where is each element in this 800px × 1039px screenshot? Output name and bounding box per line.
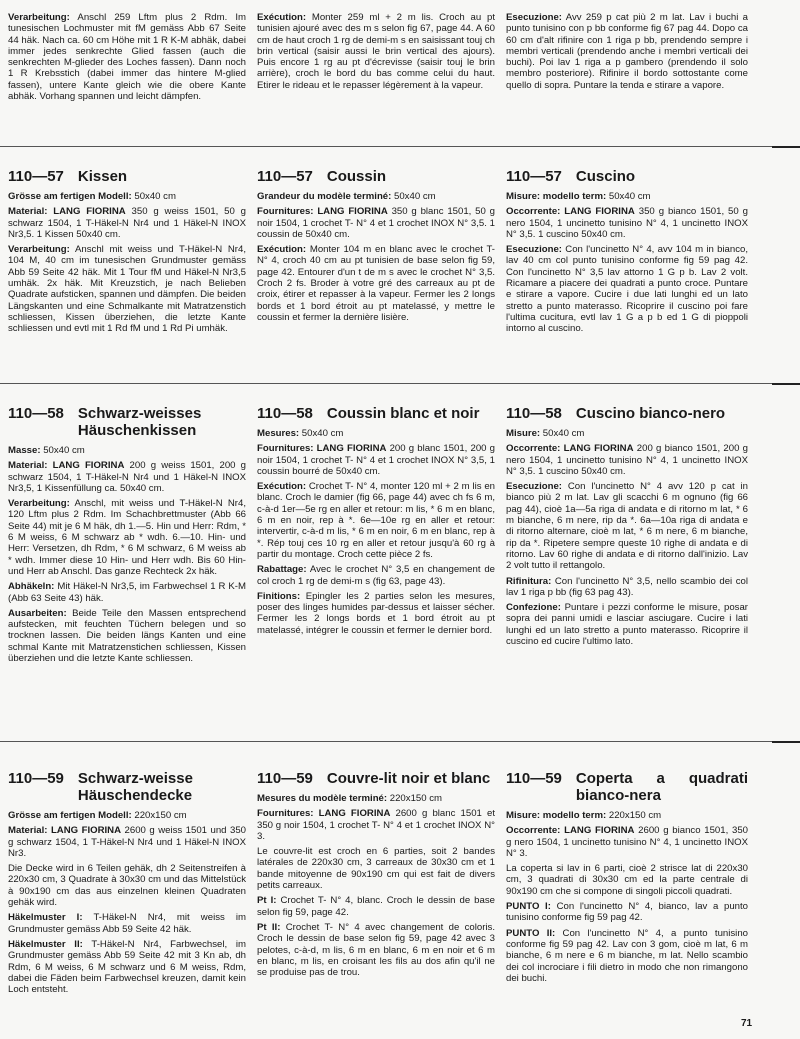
material-label: Material: LANG FIORINA xyxy=(8,825,122,837)
instructions-label: Exécution: xyxy=(257,244,307,256)
section-110-59 xyxy=(0,770,800,1020)
section-title xyxy=(506,405,748,422)
edging-text: Avec le crochet N° 3,5 en changement de col croch 1 rg de demi-m s (fig 63, page 43). xyxy=(257,564,495,587)
size-value: 50x40 cm xyxy=(542,428,585,439)
size-label: Grandeur du modèle terminé: xyxy=(257,191,392,202)
section-110-58 xyxy=(0,405,800,725)
material-text: 350 g weiss 1501, 50 g schwarz 1504, 1 T-Häkel-N Nr4 und 1 Häkel-N INOX Nr3,5. 1 Kissen 50x40 cm. xyxy=(8,206,246,240)
instructions-text: Anschl, mit weiss und T-Häkel-N Nr4, 120 Lftm plus 2 Rdm. Im Schachbrettmuster (Abb 66 Seite 44) mit je 6 M häk, dh 1.—5. Hin und Herr: Rdm, * 6 M weiss, 6 M schwarz ab * wdh. 6.—10. Hin- und Herr: Versetzen, dh Rdm, * 6 M schwarz, 6 M weiss ab * wdh. Immer diese 10 Hin- und Herr wdh. Bis 60 Hin- und Herr ab Anschl. Das ganze Rechteck 2x häk. xyxy=(8,498,247,577)
finishing-text: Puntare i pezzi conforme le misure, posar sopra dei panni umidi e lasciar asciugare. Cucire i lati lunghi ed un lato stretto a punto materasso. Ricoprire il cuscino ed cucire l'ultimo lato. xyxy=(506,602,749,648)
text: Anschl 259 Lftm plus 2 Rdm. Im tunesischen Lochmuster mit fM gemäss Abb 67 Seite 44 häk. Nach ca. 60 cm Höhe mit 1 R K-M abhäk, dabei immer jedes senkrechte Glied fassen (auch die senkrechten M-glieder des Loches fassen). Dann noch 1 R Krebsstich (dabei immer das hintere M-glied fassen), untere Kante gleich wie die obere Kante abhäk. Vorhang spannen und leicht dämpfen. xyxy=(8,12,246,103)
pattern-number: 110—58 xyxy=(257,405,313,422)
s59-it xyxy=(506,770,748,988)
material-text: 2600 g weiss 1501 und 350 g schwarz 1504, 1 T-Häkel-N Nr4 und 1 Häkel-N INOX Nr3. xyxy=(8,825,246,859)
size-label: Misure: modello term: xyxy=(506,810,607,821)
pattern-name: Coussin blanc et noir xyxy=(326,405,480,422)
s57-it xyxy=(506,168,748,339)
material-label: Material: LANG FIORINA xyxy=(8,206,126,218)
size-label: Misure: xyxy=(506,428,541,439)
pattern-number: 110—57 xyxy=(8,168,64,185)
top-de xyxy=(8,12,246,106)
section-title xyxy=(506,770,748,804)
edging-text: Con l'uncinetto N° 3,5, nello scambio dei col lav 1 riga p bb (fig 63 pag 43). xyxy=(506,575,748,598)
size-value: 220x150 cm xyxy=(134,810,187,821)
material-label: Fournitures: LANG FIORINA xyxy=(257,443,387,455)
pattern-1-text: Con l'uncinetto N° 4, bianco, lav a punto tunisino conforme fig 59 pag 42. xyxy=(506,901,749,924)
size-value: 220x150 cm xyxy=(608,810,662,821)
instructions-text: Con l'uncinetto N° 4 avv 120 p cat in bianco più 2 m lat. Lav gli scacchi 6 m ognuno (fig 66 pag 44), cioè 1a—5a riga di andata e di ritorno m lat, * 6 m bianche, 6 m nere, rip da *. 6a—10a riga di andata e di ritorno alternare, cioè m lat, * 6 m nere, 6 m bianche, rip da *. Ripetere sempre queste 10 righe di andata e di ritorno. Lav 60 righe di andata e di ritorno dall'inizio. Lav 2 volt tutto il rettangolo. xyxy=(506,481,748,572)
pattern-number: 110—59 xyxy=(257,770,313,787)
s58-fr xyxy=(257,405,495,640)
intro-text: Le couvre-lit est croch en 6 parties, soit 2 bandes latérales de 220x30 cm, 3 carreaux de 30x30 cm et 1 bande mitoyenne de 90x190 cm qui est fait de divers petits carreaux. xyxy=(257,846,495,892)
pattern-number: 110—59 xyxy=(506,770,562,787)
pattern-2-text: Crochet T- N° 4 avec changement de coloris. Croch le dessin de base selon fig 59, page 42 avec 3 pelotes, c-à-d, m lis, 6 m en blanc, 6 m en noir et 6 m en blanc, m lis, en croisant les fils au dos afin qu'il ne se produise pas de trou. xyxy=(257,921,495,979)
size-label: Grösse am fertigen Modell: xyxy=(8,191,132,202)
material-label: Material: LANG FIORINA xyxy=(8,460,125,472)
material-label: Fournitures: LANG FIORINA xyxy=(257,206,388,218)
pattern-1-text: T-Häkel-N Nr4, mit weiss im Grundmuster gemäss Abb 59 Seite 42 häk. xyxy=(8,912,246,935)
pattern-number: 110—57 xyxy=(257,168,313,185)
section-title xyxy=(257,405,495,422)
pattern-2-label: PUNTO II: xyxy=(506,927,556,939)
material-label: Occorrente: LANG FIORINA xyxy=(506,206,635,218)
finishing-label: Ausarbeiten: xyxy=(8,607,67,619)
size-label: Mesures du modèle terminé: xyxy=(257,793,388,804)
pattern-name: Kissen xyxy=(77,168,128,185)
s59-de xyxy=(8,770,246,999)
divider xyxy=(0,741,800,742)
section-title xyxy=(8,405,246,439)
edging-text: Mit Häkel-N Nr3,5, im Farbwechsel 1 R K-M (Abb 63 Seite 43) häk. xyxy=(8,581,246,604)
size-value: 220x150 cm xyxy=(389,793,443,804)
pattern-name: Schwarz-weisses Häuschenkissen xyxy=(77,405,202,439)
material-text: 350 g bianco 1501, 50 g nero 1504, 1 uncinetto tunisino N° 4, 1 uncinetto INOX N° 3,5. 1 cuscino 50x40 cm. xyxy=(506,206,748,240)
divider xyxy=(0,146,800,147)
section-title xyxy=(506,168,748,185)
material-text: 350 g blanc 1501, 50 g noir 1504, 1 crochet T- N° 4 et 1 crochet INOX N° 3,5. 1 coussin de 50x40 cm. xyxy=(257,206,495,240)
material-text: 2600 g bianco 1501, 350 g nero 1504, 1 uncinetto tunisino N° 4, 1 uncinetto INOX N° 3. xyxy=(506,825,748,859)
pattern-1-label: Häkelmuster I: xyxy=(8,912,83,924)
section-title xyxy=(8,168,246,185)
pattern-2-text: Con l'uncinetto N° 4, a punto tunisino conforme fig 59 pag 42. Lav con 3 gom, cioè m lat, 6 m bianche, 6 m nere e 6 m bianche, m lat. Nello scambio dei col incrociare i fili dietro in modo che non rimangono dei buchi. xyxy=(506,927,748,984)
pattern-name: Couvre-lit noir et blanc xyxy=(326,770,491,787)
pattern-number: 110—58 xyxy=(8,405,64,422)
size-label: Masse: xyxy=(8,445,41,456)
label: Esecuzione: xyxy=(506,12,562,23)
top-fr xyxy=(257,12,495,95)
edging-label: Rabattage: xyxy=(257,564,307,576)
pattern-2-text: T-Häkel-N Nr4, Farbwechsel, im Grundmuster gemäss Abb 59 Seite 42 mit 3 Kn ab, dh Rdm, 6 M weiss, 6 M schwarz und 6 M weiss, Rdm, dabei die Fäden beim Farbwechsel kreuzen, damit kein Loch entsteht. xyxy=(8,938,246,996)
section-110-57 xyxy=(0,168,800,368)
pattern-1-text: Crochet T- N° 4, blanc. Croch le dessin de base selon fig 59, page 42. xyxy=(257,895,495,918)
text: Monter 259 ml + 2 m lis. Croch au pt tunisien ajouré avec des m s selon fig 67, page 44. A 60 cm de haut croch 1 rg de demi-m s en saisissant touj ch brin vertical (saisir aussi le brin vertical des ajours). Puis encore 1 rg au pt d'écrevisse (saisir touj le brin arrière), croch le bord du bas comme celui du haut. Etirer le rideau et le repasser légèrement à la vapeur. xyxy=(257,12,495,91)
s57-fr xyxy=(257,168,495,327)
material-label: Occorrente: LANG FIORINA xyxy=(506,825,635,837)
instructions-label: Verarbeitung: xyxy=(8,498,70,510)
pattern-number: 110—59 xyxy=(8,770,64,787)
label: Verarbeitung: xyxy=(8,12,70,23)
instructions-label: Esecuzione: xyxy=(506,244,562,256)
instructions-label: Exécution: xyxy=(257,481,307,493)
size-value: 50x40 cm xyxy=(394,191,436,202)
instructions-text: Con l'uncinetto N° 4, avv 104 m in bianco, lav 40 cm col punto tunisino conforme fig 59 pag 42. Con l'uncinetto N° 3,5 lav attorno 1 G p b. Lav 2 volt. Ricamare a piacere dei quadrati a punto croce. Puntare e stirare a vapore. Cucire i due lati lunghi ed un lato stretto a punto materasso. Ricoprire il cuscino poi fare l'ultima cucitura, evtl lav 1 G a p b ed 1 G di pioppoli intorno al cuscino. xyxy=(506,244,749,335)
finishing-text: Beide Teile den Massen entsprechend aufstecken, mit feuchten Tüchern belegen und so trocknen lassen. Die beiden längs Kanten und eine schmal Kante mit Matratzenstichen schliessen, Kissen überziehen und die letzte Kante schliessen. xyxy=(8,607,246,665)
size-value: 50x40 cm xyxy=(43,445,85,456)
s58-de xyxy=(8,405,246,668)
instructions-text: Crochet T- N° 4, monter 120 ml + 2 m lis en blanc. Croch le damier (fig 66, page 44) avec ch fs 6 m, c-à-d 1er—5e rg en aller et retour: m lis, * 6 m en blanc, 6 m en noir, rep à *. 6e—10e rg en aller et retour: intervertir, c-à-d m lis, * 6 m en noir, 6 m en blanc, rep à *. Rép touj ces 10 rg en aller et retour jusqu'à 60 rg à partir du montage. Croch cette pièce 2 fs. xyxy=(257,481,495,560)
size-value: 50x40 cm xyxy=(301,428,344,439)
edging-label: Abhäkeln: xyxy=(8,581,55,593)
size-label: Mesures: xyxy=(257,428,300,439)
pattern-1-label: PUNTO I: xyxy=(506,901,551,913)
material-text: 2600 g blanc 1501 et 350 g noir 1504, 1 crochet T- N° 4 et 1 crochet INOX N° 3. xyxy=(257,808,495,842)
size-value: 50x40 cm xyxy=(134,191,176,202)
material-label: Occorrente: LANG FIORINA xyxy=(506,443,634,455)
material-text: 200 g weiss 1501, 200 g schwarz 1504, 1 T-Häkel-N Nr4 und 1 Häkel-N INOX Nr3,5, 1 Kissenfüllung ca. 50x40 cm. xyxy=(8,460,246,494)
finishing-text: Epingler les 2 parties selon les mesures, poser des linges humides par-dessus et laisser sécher. Fermer les 2 longs bords et 1 bord étroit au pt matelassé, intégrer le coussin et fermer le dernier bord. xyxy=(257,590,495,636)
top-continuation xyxy=(0,12,800,137)
pattern-name: Coussin xyxy=(326,168,387,185)
pattern-name: Schwarz-weisse Häuschendecke xyxy=(77,770,193,804)
page-number: 71 xyxy=(741,1018,753,1029)
label: Exécution: xyxy=(257,12,307,23)
pattern-number: 110—57 xyxy=(506,168,562,185)
pattern-2-label: Pt II: xyxy=(257,921,281,933)
section-title xyxy=(257,770,495,787)
pattern-name: Cuscino xyxy=(575,168,636,185)
intro-text: La coperta si lav in 6 parti, cioè 2 strisce lat di 220x30 cm, 3 quadrati di 30x30 cm ed la parte centrale di 90x190 cm che si compone di singoli piccoli quadrati. xyxy=(506,863,748,897)
pattern-2-label: Häkelmuster II: xyxy=(8,938,83,950)
finishing-label: Finitions: xyxy=(257,590,301,602)
divider xyxy=(0,383,800,384)
text: Avv 259 p cat più 2 m lat. Lav i buchi a punto tunisino con p bb conforme fig 67 pag 44. Dopo ca 60 cm d'alt rifinire con 1 riga p bb, prendendo sempre i membri verticali (prendendo anche i membri verticali dei buchi). Poi lav 1 riga a p gambero (prendendo il solo membro posteriore). Rifinire il bordo sottostante come quello di sopra. Puntare la tenda e stirare a vapore. xyxy=(506,12,749,91)
instructions-text: Anschl mit weiss und T-Häkel-N Nr4, 104 M, 40 cm im tunesischen Grundmuster gemäss Abb 59 Seite 42 häk. Mit 1 Tour fM und Häkel-N Nr3,5 umhäk. 2x häk. Mit Kreuzstich, je nach Belieben Quadrate aufsticken, spannen und dämpfen. Die beiden Längskanten und eine Schmalkante mit Matratzenstich schliessen, Kissen überziehen, die letzte Kante schliessen und evtl mit 1 Rd fM und 1 Rd Pi umhäk. xyxy=(8,244,246,335)
pattern-number: 110—58 xyxy=(506,405,562,422)
pattern-1-label: Pt I: xyxy=(257,895,277,907)
section-title xyxy=(8,770,246,804)
section-title xyxy=(257,168,495,185)
s57-de xyxy=(8,168,246,339)
finishing-label: Confezione: xyxy=(506,602,561,614)
instructions-text: Monter 104 m en blanc avec le crochet T- N° 4, croch 40 cm au pt tunisien de base selon fig 59, page 42. Entourer d'un t de m s avec le crochet N° 3,5. Croch 2 fs. Broder à votre gré des carreaux au pt de croix, étirer et repasser à la vapeur. Fermer les 2 longs bords et 1 bord étroit au pt matelassé, y mettre le coussin et fermer la dernière lisière. xyxy=(257,244,495,323)
size-value: 50x40 cm xyxy=(608,191,651,202)
s58-it xyxy=(506,405,748,651)
size-label: Grösse am fertigen Modell: xyxy=(8,810,132,821)
top-it xyxy=(506,12,748,95)
edging-label: Rifinitura: xyxy=(506,575,552,587)
size-label: Misure: modello term: xyxy=(506,191,607,202)
instructions-label: Verarbeitung: xyxy=(8,244,70,256)
instructions-label: Esecuzione: xyxy=(506,481,562,493)
intro-text: Die Decke wird in 6 Teilen gehäk, dh 2 Seitenstreifen à 220x30 cm, 3 Quadrate à 30x30 cm und das Mittelstück à 90x190 cm das aus einzelnen kleinen Quadraten gehäk wird. xyxy=(8,863,246,909)
s59-fr xyxy=(257,770,495,982)
material-text: 200 g blanc 1501, 200 g noir 1504, 1 crochet T- N° 4 et 1 crochet INOX N° 3,5, 1 coussin bourré de 50x40 cm. xyxy=(257,443,495,477)
material-label: Fournitures: LANG FIORINA xyxy=(257,808,391,820)
pattern-name: Cuscino bianco-nero xyxy=(575,405,726,422)
pattern-name: Coperta a quadrati bianco-nera xyxy=(575,770,748,804)
material-text: 200 g bianco 1501, 200 g nero 1504, 1 uncinetto tunisino N° 4, 1 uncinetto INOX N° 3,5. 1 cuscino 50x40 cm. xyxy=(506,443,749,477)
